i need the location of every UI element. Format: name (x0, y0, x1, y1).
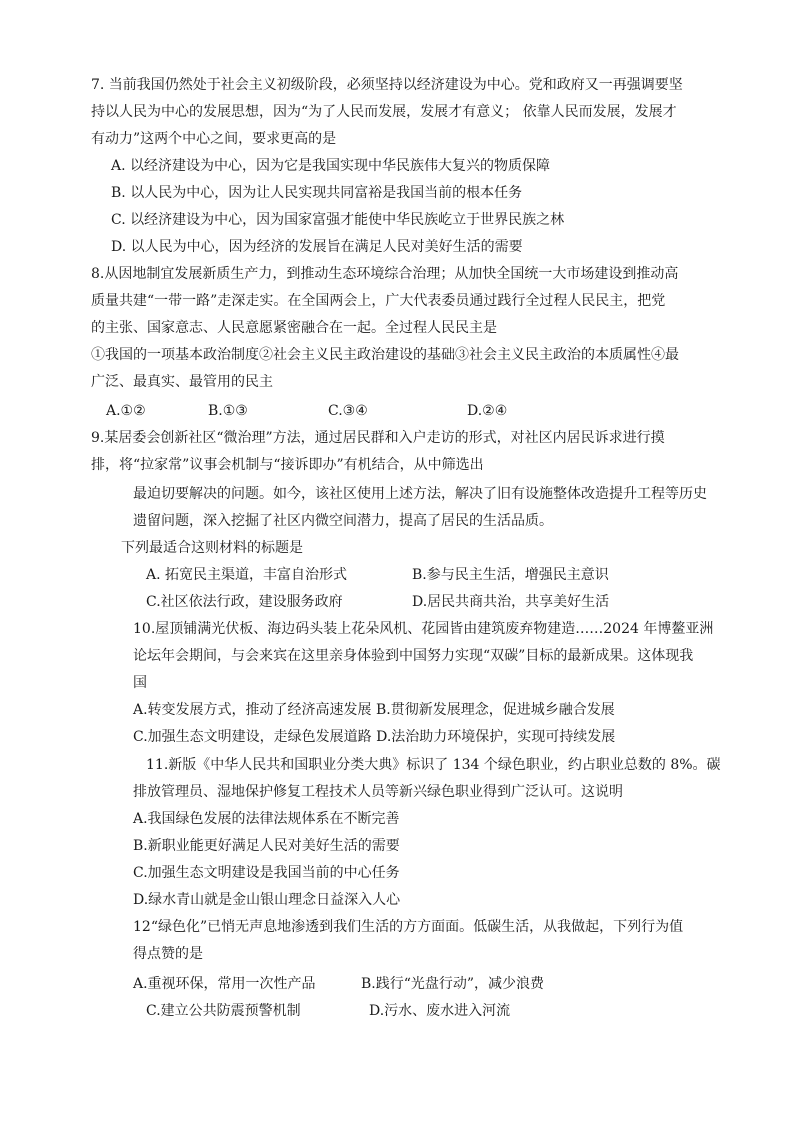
q7-stem-line-1: 7. 当前我国仍然处于社会主义初级阶段，必须坚持以经济建设为中心。党和政府又一再强调要坚 (91, 77, 683, 93)
q7-option-b: B. 以人民为中心，因为让人民实现共同富裕是我国当前的根本任务 (111, 185, 523, 201)
q11-option-c: C.加强生态文明建设是我国当前的中心任务 (133, 865, 400, 881)
q7-stem-line-2: 持以人民为中心的发展思想，因为“为了人民而发展，发展才有意义； 依靠人民而发展，发展才 (91, 104, 677, 120)
q7-option-c: C. 以经济建设为中心，因为国家富强才能使中华民族屹立于世界民族之林 (111, 212, 565, 228)
q10-options-cd: C.加强生态文明建设，走绿色发展道路 D.法治助力环境保护，实现可持续发展 (133, 729, 616, 745)
q12-option-b: B.践行“光盘行动”，减少浪费 (361, 976, 545, 992)
q11-option-b: B.新职业能更好满足人民对美好生活的需要 (133, 838, 400, 854)
q9-stem-line-2: 排，将“拉家常”议事会机制与“接诉即办”有机结合，从中筛选出 (91, 457, 484, 473)
q10-stem-line-2: 论坛年会期间，与会来宾在这里亲身体验到中国努力实现“双碳”目标的最新成果。这体现我 (133, 648, 694, 664)
q8-stem-line-3: 的主张、国家意志、人民意愿紧密融合在一起。全过程人民民主是 (91, 320, 497, 336)
q12-stem-line-1: 12“绿色化”已悄无声息地渗透到我们生活的方方面面。低碳生活，从我做起，下列行为值 (133, 919, 684, 935)
q12-option-d: D.污水、废水进入河流 (369, 1003, 511, 1019)
q8-option-a: A.①② (106, 403, 146, 419)
q8-items-line-2: 广泛、最真实、最管用的民主 (91, 374, 273, 390)
q9-option-c: C.社区依法行政，建设服务政府 (146, 594, 343, 610)
q9-option-a: A. 拓宽民主渠道，丰富自治形式 (146, 567, 348, 583)
q8-option-d: D.②④ (467, 403, 508, 419)
q9-stem-line-5: 下列最适合这则材料的标题是 (121, 540, 303, 556)
q9-stem-line-1: 9.某居委会创新社区“微治理”方法，通过居民群和入户走访的形式，对社区内居民诉求进行摸 (91, 430, 665, 446)
q9-stem-line-4: 遗留问题，深入挖掘了社区内微空间潜力，提高了居民的生活品质。 (133, 513, 553, 529)
q8-option-c: C.③④ (328, 403, 368, 419)
q7-option-a: A. 以经济建设为中心，因为它是我国实现中华民族伟大复兴的物质保障 (111, 158, 551, 174)
q7-stem-line-3: 有动力”这两个中心之间，要求更高的是 (91, 131, 337, 147)
q11-option-d: D.绿水青山就是金山银山理念日益深入人心 (133, 892, 401, 908)
q9-stem-line-3: 最迫切要解决的问题。如今，该社区使用上述方法，解决了旧有设施整体改造提升工程等历史 (133, 486, 707, 502)
q10-options-ab: A.转变发展方式，推动了经济高速发展 B.贯彻新发展理念，促进城乡融合发展 (133, 702, 615, 718)
q8-option-b: B.①③ (208, 403, 248, 419)
q9-option-d: D.居民共商共治，共享美好生活 (412, 594, 610, 610)
q8-stem-line-2: 质量共建“一带一路”走深走实。在全国两会上，广大代表委员通过践行全过程人民民主，把党 (91, 293, 666, 309)
q9-option-b: B.参与民主生活，增强民主意识 (412, 567, 609, 583)
q11-stem-line-2: 排放管理员、湿地保护修复工程技术人员等新兴绿色职业得到广泛认可。这说明 (133, 784, 623, 800)
q7-option-d: D. 以人民为中心，因为经济的发展旨在满足人民对美好生活的需要 (111, 239, 523, 255)
q10-stem-line-1: 10.屋顶铺满光伏板、海边码头装上花朵风机、花园皆由建筑废弃物建造……2024 年博鳌亚洲 (133, 621, 714, 637)
q11-stem-line-1: 11.新版《中华人民共和国职业分类大典》标识了 134 个绿色职业，约占职业总数的 8%。碳 (146, 757, 721, 773)
q12-stem-line-2: 得点赞的是 (133, 946, 203, 962)
q8-items-line-1: ①我国的一项基本政治制度②社会主义民主政治建设的基础③社会主义民主政治的本质属性④最 (91, 347, 679, 363)
q12-option-c: C.建立公共防震预警机制 (146, 1003, 301, 1019)
q10-stem-line-3: 国 (133, 675, 147, 691)
q12-option-a: A.重视环保，常用一次性产品 (133, 976, 316, 992)
q8-stem-line-1: 8.从因地制宜发展新质生产力，到推动生态环境综合治理；从加快全国统一大市场建设到推动高 (91, 266, 679, 282)
q11-option-a: A.我国绿色发展的法律法规体系在不断完善 (133, 811, 400, 827)
